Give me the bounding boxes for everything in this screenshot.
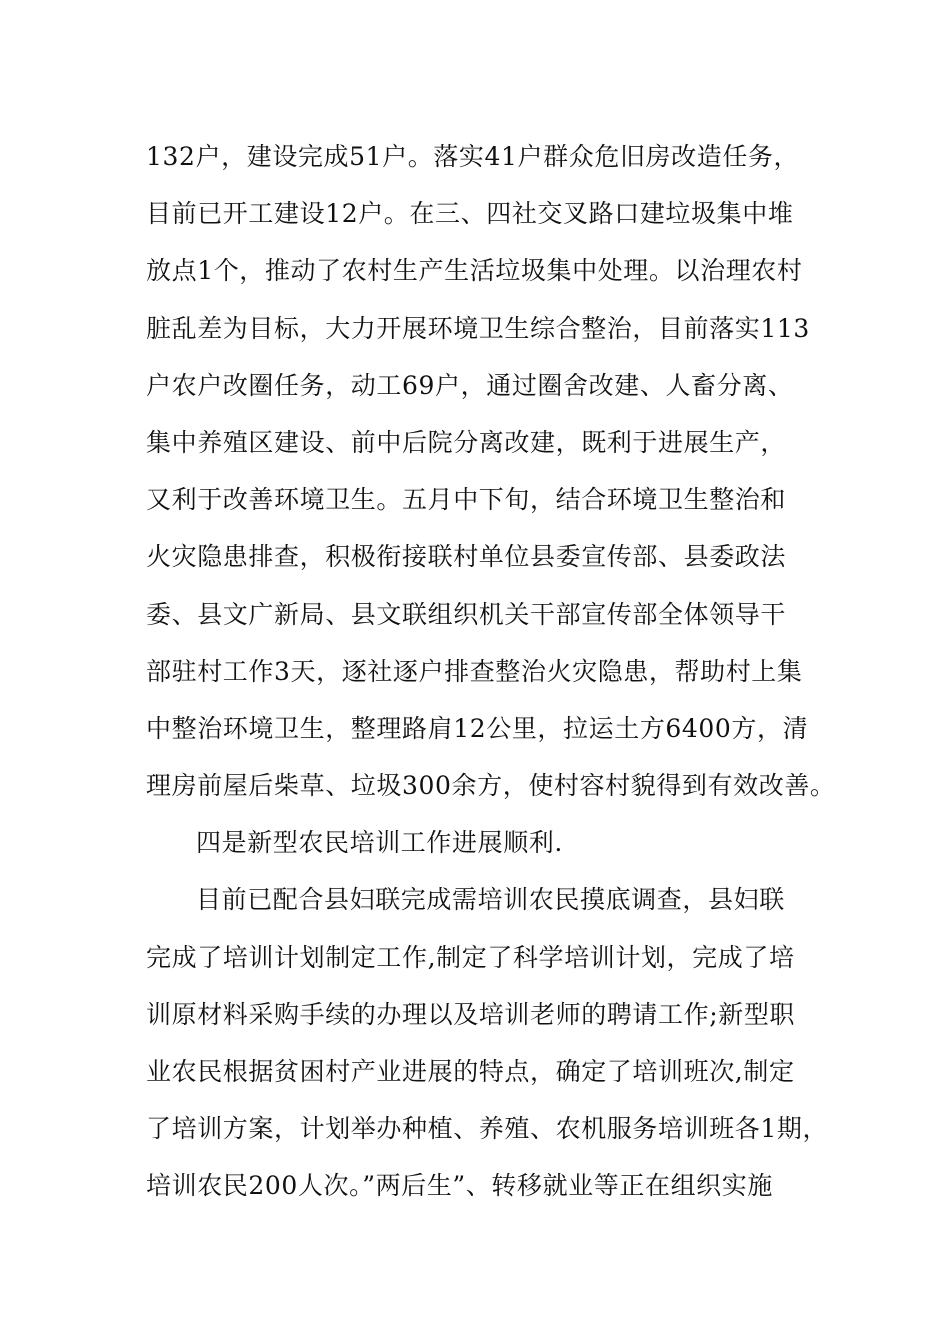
text-line: 部驻村工作3天，逐社逐户排查整治火灾隐患，帮助村上集 xyxy=(146,656,803,686)
text-line: 脏乱差为目标，大力开展环境卫生综合整治，目前落实113 xyxy=(146,313,810,343)
text-line: 培训农民200人次。”两后生”、转移就业等正在组织实施 xyxy=(146,1171,773,1201)
text-line: 完成了培训计划制定工作,制定了科学培训计划，完成了培 xyxy=(146,942,795,972)
text-line: 中整治环境卫生，整理路肩12公里，拉运土方6400方，清 xyxy=(146,713,809,743)
text-line: 目前已开工建设12户。在三、四社交叉路口建垃圾集中堆 xyxy=(146,199,794,229)
text-line: 训原材料采购手续的办理以及培训老师的聘请工作;新型职 xyxy=(146,999,796,1029)
document-body xyxy=(146,128,836,1215)
text-line: 又利于改善环境卫生。五月中下旬，结合环境卫生整治和 xyxy=(146,485,787,515)
text-line: 火灾隐患排查，积极衔接联村单位县委宣传部、县委政法 xyxy=(146,542,787,572)
text-line: 委、县文广新局、县文联组织机关干部宣传部全体领导干 xyxy=(146,599,787,629)
text-line: 放点1个，推动了农村生产生活垃圾集中处理。以治理农村 xyxy=(146,256,803,286)
text-line: 132户，建设完成51户。落实41户群众危旧房改造任务， xyxy=(146,142,800,171)
text-line: 业农民根据贫困村产业进展的特点，确定了培训班次,制定 xyxy=(146,1057,795,1086)
text-line: 理房前屋后柴草、垃圾300余方，使村容村貌得到有效改善。 xyxy=(146,771,836,801)
text-line: 了培训方案，计划举办种植、养殖、农机服务培训班各1期， xyxy=(146,1114,829,1144)
text-line: 目前已配合县妇联完成需培训农民摸底调查，县妇联 xyxy=(196,885,785,915)
text-line: 集中养殖区建设、前中后院分离改建，既利于进展生产， xyxy=(146,427,787,457)
section-heading: 四是新型农民培训工作进展顺利. xyxy=(196,828,563,858)
text-line: 户农户改圈任务，动工69户，通过圈舍改建、人畜分离、 xyxy=(146,370,794,400)
